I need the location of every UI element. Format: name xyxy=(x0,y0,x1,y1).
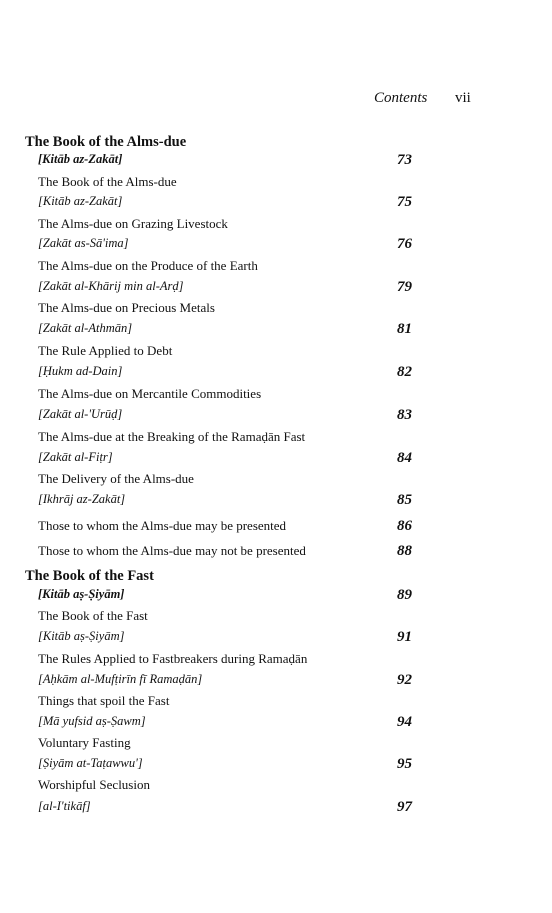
entry-title: The Rules Applied to Fastbreakers during Ramaḍān xyxy=(38,651,308,666)
page-number: 97 xyxy=(397,799,412,815)
toc-entry-arabic xyxy=(0,407,552,425)
toc-entry-arabic xyxy=(0,629,552,647)
page-number: 73 xyxy=(397,152,412,168)
toc-entry-arabic xyxy=(0,672,552,690)
page-number: 92 xyxy=(397,672,412,688)
page-number: 79 xyxy=(397,279,412,295)
toc-entry-title xyxy=(0,471,552,489)
page-number: 88 xyxy=(397,543,412,559)
toc-entry-title xyxy=(0,608,552,626)
page-number: 76 xyxy=(397,236,412,252)
page-number: 86 xyxy=(397,518,412,534)
entry-arabic-title: [al-I'tikāf] xyxy=(38,799,91,813)
page-number: 75 xyxy=(397,194,412,210)
toc-entry-title xyxy=(0,258,552,276)
toc-entry-title xyxy=(0,693,552,711)
toc-entry-title xyxy=(0,343,552,361)
entry-title: The Alms-due on Precious Metals xyxy=(38,300,215,315)
running-head-title: Contents xyxy=(374,90,428,106)
toc-entry-single xyxy=(0,518,552,536)
page-number: 81 xyxy=(397,321,412,337)
entry-arabic-title: [Ḥukm ad-Dain] xyxy=(38,364,123,378)
toc-entry-arabic xyxy=(0,450,552,468)
toc-entry-arabic xyxy=(0,714,552,732)
section-intro xyxy=(0,152,552,170)
entry-arabic-title: [Zakāt al-Athmān] xyxy=(38,321,133,335)
toc-entry-arabic xyxy=(0,194,552,212)
page-number: 91 xyxy=(397,629,412,645)
entry-title: The Alms-due on Grazing Livestock xyxy=(38,216,228,231)
toc-entry-title xyxy=(0,386,552,404)
section-arabic-title: [Kitāb az-Zakāt] xyxy=(38,152,123,166)
page-number: 84 xyxy=(397,450,412,466)
section-intro xyxy=(0,587,552,605)
section-arabic-title: [Kitāb aṣ-Ṣiyām] xyxy=(38,587,125,601)
page-number: 95 xyxy=(397,756,412,772)
page-number: 89 xyxy=(397,587,412,603)
running-head xyxy=(0,90,552,110)
section-heading xyxy=(0,568,552,586)
toc-entry-arabic xyxy=(0,799,552,817)
section-title: The Book of the Fast xyxy=(25,568,154,584)
entry-title: Those to whom the Alms-due may not be presented xyxy=(38,543,306,558)
entry-title: The Book of the Fast xyxy=(38,608,148,623)
toc-entry-title xyxy=(0,174,552,192)
toc-entry-title xyxy=(0,651,552,669)
entry-arabic-title: [Kitāb az-Zakāt] xyxy=(38,194,123,208)
toc-entry-title xyxy=(0,777,552,795)
entry-arabic-title: [Kitāb aṣ-Ṣiyām] xyxy=(38,629,125,643)
toc-entry-title xyxy=(0,735,552,753)
entry-title: Those to whom the Alms-due may be presented xyxy=(38,518,287,533)
entry-arabic-title: [Ṣiyām at-Taṭawwu'] xyxy=(38,756,143,770)
page-number: 83 xyxy=(397,407,412,423)
entry-title: The Rule Applied to Debt xyxy=(38,343,173,358)
page-number: 94 xyxy=(397,714,412,730)
entry-title: Voluntary Fasting xyxy=(38,735,131,750)
toc-entry-arabic xyxy=(0,756,552,774)
toc-entry-title xyxy=(0,216,552,234)
entry-arabic-title: [Mā yufsid aṣ-Ṣawm] xyxy=(38,714,146,728)
entry-title: The Book of the Alms-due xyxy=(38,174,177,189)
entry-title: Worshipful Seclusion xyxy=(38,777,150,792)
running-head-page-number: vii xyxy=(455,90,471,106)
toc-entry-arabic xyxy=(0,492,552,510)
toc-entry-arabic xyxy=(0,236,552,254)
page-number: 82 xyxy=(397,364,412,380)
entry-title: The Delivery of the Alms-due xyxy=(38,471,194,486)
entry-arabic-title: [Ikhrāj az-Zakāt] xyxy=(38,492,126,506)
entry-title: The Alms-due at the Breaking of the Ramaḍān Fast xyxy=(38,429,306,444)
entry-title: Things that spoil the Fast xyxy=(38,693,170,708)
page-number: 85 xyxy=(397,492,412,508)
entry-arabic-title: [Zakāt al-Fiṭr] xyxy=(38,450,113,464)
entry-title: The Alms-due on Mercantile Commodities xyxy=(38,386,262,401)
toc-entry-title xyxy=(0,429,552,447)
toc-entry-single xyxy=(0,543,552,561)
toc-entry-arabic xyxy=(0,279,552,297)
entry-arabic-title: [Zakāt as-Sā'ima] xyxy=(38,236,129,250)
section-title: The Book of the Alms-due xyxy=(25,134,187,150)
toc-entry-title xyxy=(0,300,552,318)
toc-entry-arabic xyxy=(0,364,552,382)
section-heading xyxy=(0,134,552,152)
entry-arabic-title: [Zakāt al-'Urūḍ] xyxy=(38,407,123,421)
entry-arabic-title: [Aḥkām al-Mufṭirīn fī Ramaḍān] xyxy=(38,672,203,686)
toc-entry-arabic xyxy=(0,321,552,339)
entry-arabic-title: [Zakāt al-Khārij min al-Arḍ] xyxy=(38,279,184,293)
entry-title: The Alms-due on the Produce of the Earth xyxy=(38,258,258,273)
